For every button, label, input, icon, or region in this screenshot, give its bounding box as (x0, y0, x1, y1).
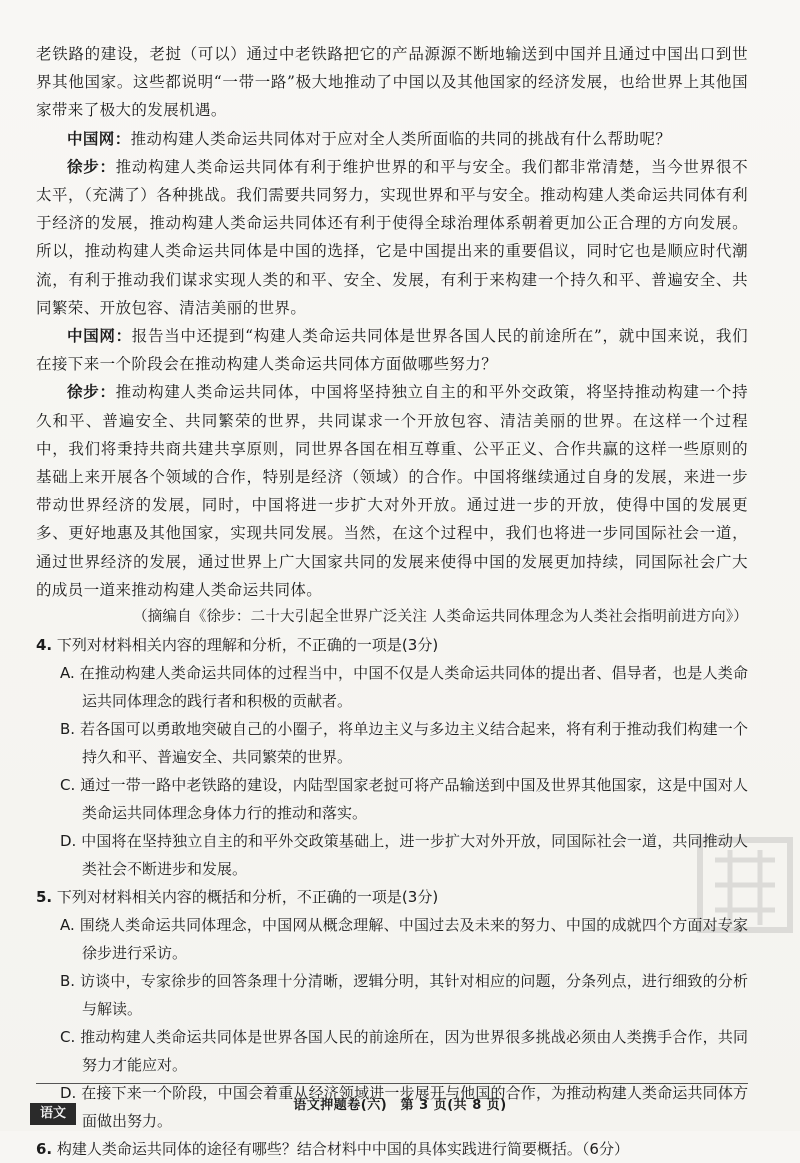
question-number: 4. (36, 636, 53, 655)
source-citation: （摘编自《徐步：二十大引起全世界广泛关注 人类命运共同体理念为人类社会指明前进方向》） (133, 609, 748, 626)
option-5c: C. 推动构建人类命运共同体是世界各国人民的前途所在，因为世界很多挑战必须由人类携手合作，共同努力才能应对。 (60, 1028, 748, 1075)
question-text: 推动构建人类命运共同体对于应对全人类所面临的共同的挑战有什么帮助呢？ (130, 129, 672, 148)
question-text: 报告当中还提到“构建人类命运共同体是世界各国人民的前途所在”，就中国来说，我们在接下来一个阶段会在推动构建人类命运共同体方面做哪些努力？ (36, 327, 749, 374)
question-6 (36, 1135, 748, 1163)
question-4 (36, 631, 748, 659)
speaker-label: 中国网： (67, 326, 132, 346)
question-5 (36, 883, 748, 911)
question-stem: 下列对材料相关内容的理解和分析，不正确的一项是(3分) (56, 636, 439, 655)
interview-question-2 (36, 322, 748, 378)
watermark-stamp-icon (690, 830, 800, 940)
page-footer: 语文押题卷(六) 第 3 页(共 8 页) (293, 1098, 507, 1113)
footer-divider (36, 1083, 748, 1084)
option-4a: A. 在推动构建人类命运共同体的过程当中，中国不仅是人类命运共同体的提出者、倡导者，也是人类命运共同体理念的践行者和积极的贡献者。 (60, 664, 748, 711)
speaker-label: 徐步： (67, 382, 116, 402)
answer-text: 推动构建人类命运共同体有利于维护世界的和平与安全。我们都非常清楚，当今世界很不太平，（充满了）各种挑战。我们需要共同努力，实现世界和平与安全。推动构建人类命运共同体有利于经济的发展，推动构建人类命运共同体还有利于使得全球治理体系朝着更加公正合理的方向发展。所以，推动构建人类命运共同体是中国的选择，它是中国提出来的重要倡议，同时它也是顺应时代潮流，有利于推动我们谋求实现人类的和平、安全、发展，有利于来构建一个持久和平、普遍安全、共同繁荣、开放包容、清洁美丽的世界。 (36, 157, 748, 317)
page-content (36, 40, 748, 1163)
option-5d: D. 在接下来一个阶段，中国会着重从经济领域进一步展开与他国的合作，为推动构建人类命运共同体方面做出努力。 (60, 1084, 748, 1131)
speaker-label: 中国网： (67, 128, 131, 148)
question-stem: 下列对材料相关内容的概括和分析，不正确的一项是(3分) (56, 888, 439, 907)
subject-tag: 语文 (30, 1103, 76, 1125)
interview-answer-1 (36, 153, 748, 322)
answer-text: 推动构建人类命运共同体，中国将坚持独立自主的和平外交政策，将坚持推动构建一个持久和平、普遍安全、共同繁荣的世界，共同谋求一个开放包容、清洁美丽的世界。在这样一个过程中，我们将秉持共商共建共享原则，同世界各国在相互尊重、公平正义、合作共赢的这样一些原则的基础上来开展各个领域的合作，特别是经济（领域）的合作。中国将继续通过自身的发展，来进一步带动世界经济的发展，同时，中国将进一步扩大对外开放。通过进一步的开放，使得中国的发展更多、更好地惠及其他国家，实现共同发展。当然，在这个过程中，我们也将进一步同国际社会一道，通过世界经济的发展，通过世界上广大国家共同的发展来使得中国的发展更加持续，同国际社会广大的成员一道来推动构建人类命运共同体。 (36, 383, 748, 599)
option-5a: A. 围绕人类命运共同体理念，中国网从概念理解、中国过去及未来的努力、中国的成就四个方面对专家徐步进行采访。 (60, 916, 748, 963)
option-5b: B. 访谈中，专家徐步的回答条理十分清晰，逻辑分明，其针对相应的问题，分条列点，进行细致的分析与解读。 (60, 972, 748, 1019)
speaker-label: 徐步： (67, 156, 116, 176)
option-4c: C. 通过一带一路中老铁路的建设，内陆型国家老挝可将产品输送到中国及世界其他国家，这是中国对人类命运共同体理念身体力行的推动和落实。 (60, 776, 748, 823)
question-number: 5. (36, 888, 53, 907)
interview-question-1 (36, 125, 748, 153)
interview-answer-2 (36, 378, 748, 604)
question-stem: 构建人类命运共同体的途径有哪些？结合材料中中国的具体实践进行简要概括。（6分） (56, 1140, 629, 1159)
option-4d: D. 中国将在坚持独立自主的和平外交政策基础上，进一步扩大对外开放，同国际社会一道，共同推动人类社会不断进步和发展。 (60, 832, 748, 879)
question-number: 6. (36, 1140, 53, 1159)
passage-paragraph-1: 老铁路的建设，老挝（可以）通过中老铁路把它的产品源源不断地输送到中国并且通过中国出口到世界其他国家。这些都说明“一带一路”极大地推动了中国以及其他国家的经济发展，也给世界上其他国家带来了极大的发展机遇。 (36, 45, 748, 120)
option-4b: B. 若各国可以勇敢地突破自己的小圈子，将单边主义与多边主义结合起来，将有利于推动我们构建一个持久和平、普遍安全、共同繁荣的世界。 (60, 720, 748, 767)
